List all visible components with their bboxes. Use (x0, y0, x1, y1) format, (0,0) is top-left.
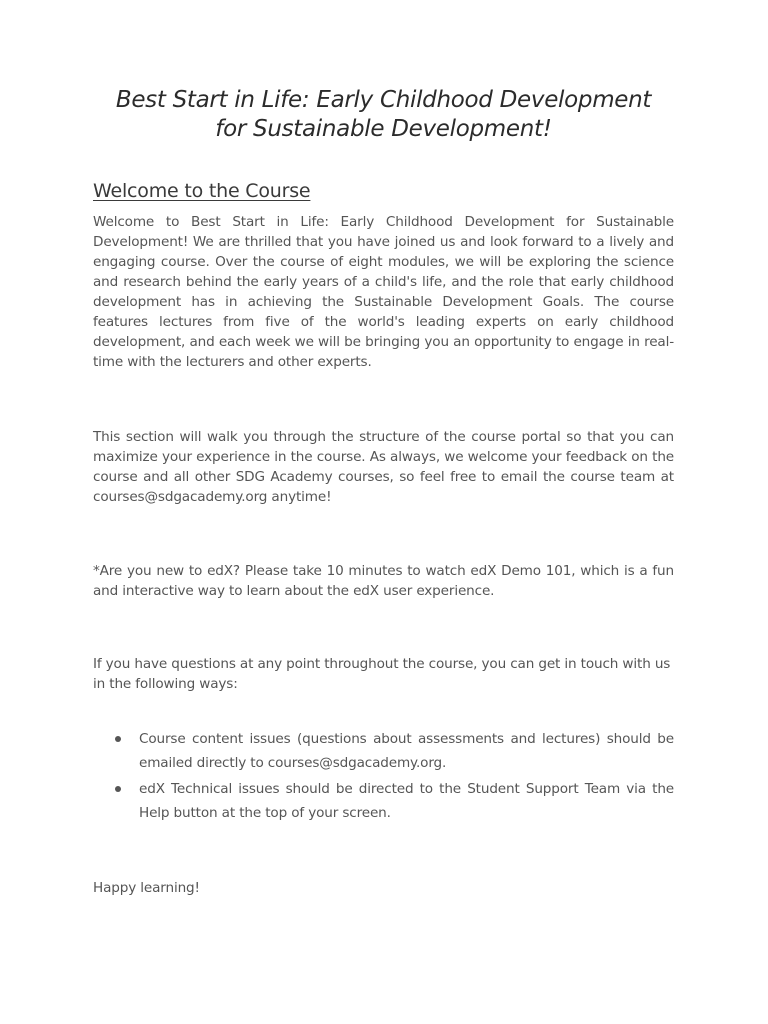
title-line-1: Best Start in Life: Early Childhood Development (115, 87, 652, 113)
list-item-text: Course content issues (questions about assessments and lectures) should be emailed directly to courses@sdgacademy.org. (139, 731, 674, 771)
contact-intro-paragraph: If you have questions at any point throughout the course, you can get in touch with us in the following ways: (93, 656, 671, 692)
list-item (109, 727, 674, 775)
list-item (109, 777, 674, 825)
intro-paragraph: Welcome to Best Start in Life: Early Childhood Development for Sustainable Development! We are thrilled that you have joined us and look forward to a lively and engaging course. Over the course of eight modules, we will be exploring the science and research behind the early years of a child's life, and the role that early childhood development has in achieving the Sustainable Development Goals. The course features lectures from five of the world's leading experts on early childhood development, and each week we will be bringing you an opportunity to engage in real-time with the lecturers and other experts. (93, 214, 674, 370)
section-heading: Welcome to the Course (93, 180, 311, 202)
portal-paragraph: This section will walk you through the structure of the course portal so that you can maximize your experience in the course. As always, we welcome your feedback on the course and all other SDG Academy courses, so feel free to email the course team at courses@sdgacademy.org anytime! (93, 429, 674, 505)
document-title (83, 86, 684, 144)
bullet-icon (115, 786, 121, 792)
closing-text: Happy learning! (93, 880, 200, 896)
bullet-icon (115, 736, 121, 742)
edx-demo-paragraph: *Are you new to edX? Please take 10 minutes to watch edX Demo 101, which is a fun and interactive way to learn about the edX user experience. (93, 563, 674, 599)
title-line-2: for Sustainable Development! (215, 116, 552, 142)
contact-list (109, 727, 674, 827)
list-item-text: edX Technical issues should be directed to the Student Support Team via the Help button at the top of your screen. (139, 781, 674, 821)
